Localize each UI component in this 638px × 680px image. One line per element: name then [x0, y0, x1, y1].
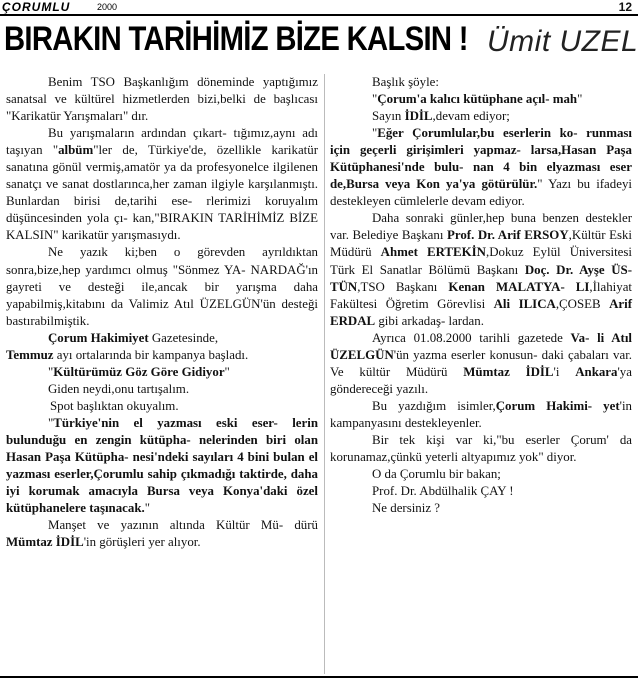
right-column [330, 74, 632, 517]
paragraph-6: Giden neydi,onu tartışalım. [48, 381, 190, 396]
paragraph-4: Çorum Hakimiyet Gazetesinde, Temmuz ayı ortalarında bir kampanya başladı. [6, 330, 249, 362]
author-name: Ümit UZEL [487, 25, 638, 58]
paragraph-1: Benim TSO Başkanlığım döneminde yaptığımız sanatsal ve kültürel hizmetlerden bizi,belki de başlıcası "Karikatür Yarışmaları" dır. [6, 75, 318, 124]
header-rule [0, 14, 638, 16]
paragraph-r4: "Eğer Çorumlular,bu eserlerin ko- runması için geçerli girişimleri yapmaz- larsa,Hasan Paşa Kütüphanesi'nde bulu- nan 4 bin elyazması eser de,Bursa veya Kon ya'ya götürülür." Yazı bu ifadeyi destekleyen cümlelerle devam ediyor. [330, 126, 632, 209]
header-year: 2000 [97, 2, 118, 12]
footer-rule [0, 676, 638, 678]
headline-title: BIRAKIN TARİHİMİZ BİZE KALSIN ! [4, 20, 468, 58]
paragraph-3: Ne yazık ki;ben o görevden ayrıldıktan sonra,bize,hep yardımcı olmuş "Sönmez YA- NARDAĞ'ın gayreti ve desteği ile,ancak bir yarışma daha yapabilmiş,kitabını da Valimiz Atıl ÜZELGÜN'ün desteği bastırabilmiştik. [6, 245, 318, 328]
paragraph-7: Spot başlıktan okuyalım. [50, 398, 179, 413]
paragraph-9: Manşet ve yazının altında Kültür Mü- dürü Mümtaz İDİL'in görüşleri yer alıyor. [6, 518, 318, 550]
paragraph-r5: Daha sonraki günler,hep buna benzen destekler var. Belediye Başkanı Prof. Dr. Arif ERSOY,Kültür Eski Müdürü Ahmet ERTEKİN,Dokuz Eylül Üniversitesi Türk El Sanatlar Bölümü Başkanı Doç. Dr. Ayşe ÜS- TÜN,TSO Başkanı Kenan MALATYA- LI,İlahiyat Fakültesi Öğretim Görevlisi Ali ILICA,ÇOSEB Arif ERDAL gibi arkadaş- lardan. [330, 211, 633, 328]
paragraph-r10: Prof. Dr. Abdülhalik ÇAY ! [372, 484, 514, 499]
article-headline [4, 20, 638, 68]
paragraph-r6: Ayrıca 01.08.2000 tarihli gazetede Va- li Atıl ÜZELGÜN'ün yazma eserler konusun- daki çabaları var. Ve kültür Müdürü Mümtaz İDİL'i Ankara'ya göndereceği yazılı. [330, 330, 632, 396]
paragraph-r11: Ne dersiniz ? [372, 501, 441, 516]
paragraph-r8: Bir tek kişi var ki,"bu eserler Çorum' da korunamaz,çünkü yeterli altyapımız yok" diyor. [330, 432, 632, 465]
paragraph-r3: Sayın İDİL,devam ediyor; [372, 109, 510, 124]
paragraph-2: Bu yarışmaların ardından çıkart- tığımız,aynı adı taşıyan "albüm"ler de, Türkiye'de, özellikle karikatür sanatına gönül vermiş,amatör ya da profesyonelce ilgilenen sanatçı ve sanat dostlarınca,her zaman ilgiyle karşılanmıştı. Bunlardan birisi de,tarihi ese- rlerimizi koruyalım düşüncesinden yola çı- kan,"BIRAKIN TARİHİMİZ BİZE KALSIN" karikatür yarışmasıydı. [6, 126, 318, 243]
page-number: 12 [618, 0, 632, 14]
paragraph-5: "Kültürümüz Göz Göre Gidiyor" [48, 364, 230, 379]
page-header [0, 0, 638, 14]
paragraph-r1: Başlık şöyle: [372, 75, 439, 89]
masthead-logo: ÇORUMLU [2, 0, 71, 14]
paragraph-r7: Bu yazdığım isimler,Çorum Hakimi- yet'in kampanyasını destekleyenler. [330, 398, 633, 430]
paragraph-r2: "Çorum'a kalıcı kütüphane açıl- mah" [372, 92, 583, 107]
paragraph-8: "Türkiye'nin el yazması eski eser- lerin bulunduğu en zengin kütüpha- nelerinden biri olan Hasan Paşa Kütüpha- nesi'ndeki sayıları 4 bini bulan el yazması eserler,Çorumlu sahip çıkmadığı taktirde, daha iyi korumak amacıyla Bursa veya Konya'daki özel kütüphanelere taşınacak." [6, 415, 318, 516]
paragraph-r9: O da Çorumlu bir bakan; [372, 467, 501, 482]
left-column [6, 74, 318, 551]
column-divider [324, 74, 325, 674]
